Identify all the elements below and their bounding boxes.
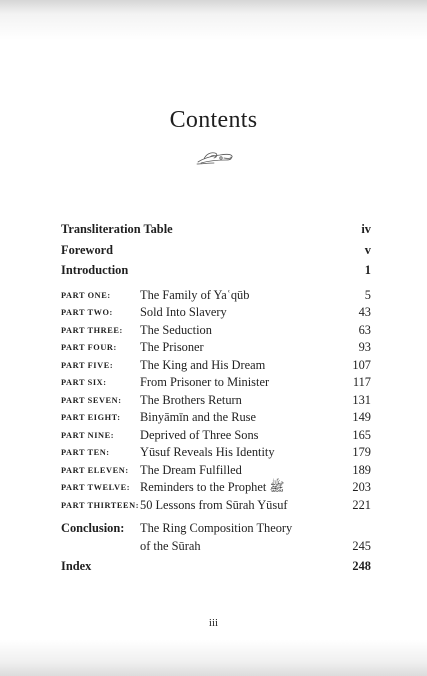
toc-entry-introduction[interactable] [61, 260, 371, 281]
toc-entry-label: Foreword [61, 242, 114, 257]
toc-entry-part-five[interactable] [61, 357, 371, 375]
toc-entry-page: 5 [364, 287, 371, 302]
toc-entry-page: 221 [352, 497, 371, 512]
part-title: From Prisoner to Minister [140, 375, 270, 389]
toc-entry-page: 179 [352, 445, 371, 459]
toc-entry-page: 248 [352, 559, 371, 573]
toc-entry-page: 117 [352, 375, 371, 389]
toc-entry-part-seven[interactable] [61, 392, 371, 410]
part-label: PART TEN: [61, 448, 110, 457]
part-label: PART FIVE: [61, 360, 114, 370]
toc-entry-page: 245 [352, 539, 371, 553]
toc-entry-page: 149 [352, 410, 371, 424]
toc-entry-label: Index [61, 559, 92, 573]
toc-entry-page: 107 [352, 357, 371, 372]
conclusion-label: Conclusion: [61, 521, 125, 535]
calligraphic-flourish-icon [196, 148, 234, 166]
toc-entry-page: 131 [352, 392, 371, 407]
part-title: Reminders to the Prophet ﷺ [140, 480, 285, 494]
toc-entry-label: Introduction [61, 263, 129, 277]
toc-entry-foreword[interactable] [61, 240, 371, 261]
part-label: PART SEVEN: [61, 395, 122, 405]
part-title: Binyāmīn and the Ruse [140, 410, 256, 424]
part-label: PART THREE: [61, 325, 123, 335]
toc-entry-part-eleven[interactable] [61, 462, 371, 480]
part-title: Sold Into Slavery [140, 305, 227, 319]
part-label: PART NINE: [61, 430, 115, 440]
part-title: The Family of Yaʿqūb [140, 287, 250, 302]
part-label: PART SIX: [61, 378, 107, 387]
part-label: PART TWO: [61, 308, 113, 317]
part-title: Deprived of Three Sons [140, 427, 259, 442]
toc-entry-page: v [364, 242, 371, 257]
part-title: The Seduction [140, 322, 212, 337]
conclusion-title-line2: of the Sūrah [140, 539, 201, 553]
toc-entry-conclusion[interactable] [61, 520, 371, 556]
part-title: The Prisoner [140, 340, 204, 354]
toc-entry-part-nine[interactable] [61, 427, 371, 445]
toc-entry-transliteration-table[interactable] [61, 219, 371, 240]
toc-entry-page: 1 [364, 263, 371, 277]
toc-entry-index[interactable] [61, 556, 371, 576]
toc-entry-part-six[interactable] [61, 374, 371, 392]
toc-entry-page: 189 [352, 462, 371, 477]
part-label: PART TWELVE: [61, 483, 131, 492]
part-label: PART THIRTEEN: [61, 500, 140, 510]
toc-entry-label: Transliteration Table [61, 222, 173, 236]
toc-entry-page: iv [361, 222, 371, 236]
part-label: PART ELEVEN: [61, 465, 129, 475]
part-label: PART FOUR: [61, 343, 117, 352]
part-title: The King and His Dream [140, 357, 266, 372]
toc-entry-part-four[interactable] [61, 339, 371, 357]
part-label: PART EIGHT: [61, 413, 121, 422]
toc-entry-page: 43 [358, 305, 371, 319]
toc-entry-part-eight[interactable] [61, 409, 371, 427]
part-title: Yūsuf Reveals His Identity [140, 445, 275, 459]
toc-entry-part-one[interactable] [61, 287, 371, 305]
toc-entry-page: 165 [352, 427, 371, 442]
part-title: 50 Lessons from Sūrah Yūsuf [140, 497, 288, 512]
page-number: iii [208, 617, 219, 629]
toc-entry-part-three[interactable] [61, 322, 371, 340]
part-title: The Brothers Return [140, 392, 242, 407]
toc-entry-part-ten[interactable] [61, 444, 371, 462]
toc-entry-page: 203 [352, 480, 371, 494]
toc-entry-page: 93 [358, 340, 371, 354]
toc-entry-part-thirteen[interactable] [61, 497, 371, 515]
toc-entry-part-two[interactable] [61, 304, 371, 322]
toc-entry-page: 63 [358, 322, 371, 337]
part-label: PART ONE: [61, 290, 111, 300]
page-title: Contents [169, 107, 258, 133]
part-title: The Dream Fulfilled [140, 462, 242, 477]
toc-entry-part-twelve[interactable] [61, 479, 371, 497]
table-of-contents [61, 219, 371, 576]
conclusion-title-line1: The Ring Composition Theory [140, 521, 293, 535]
